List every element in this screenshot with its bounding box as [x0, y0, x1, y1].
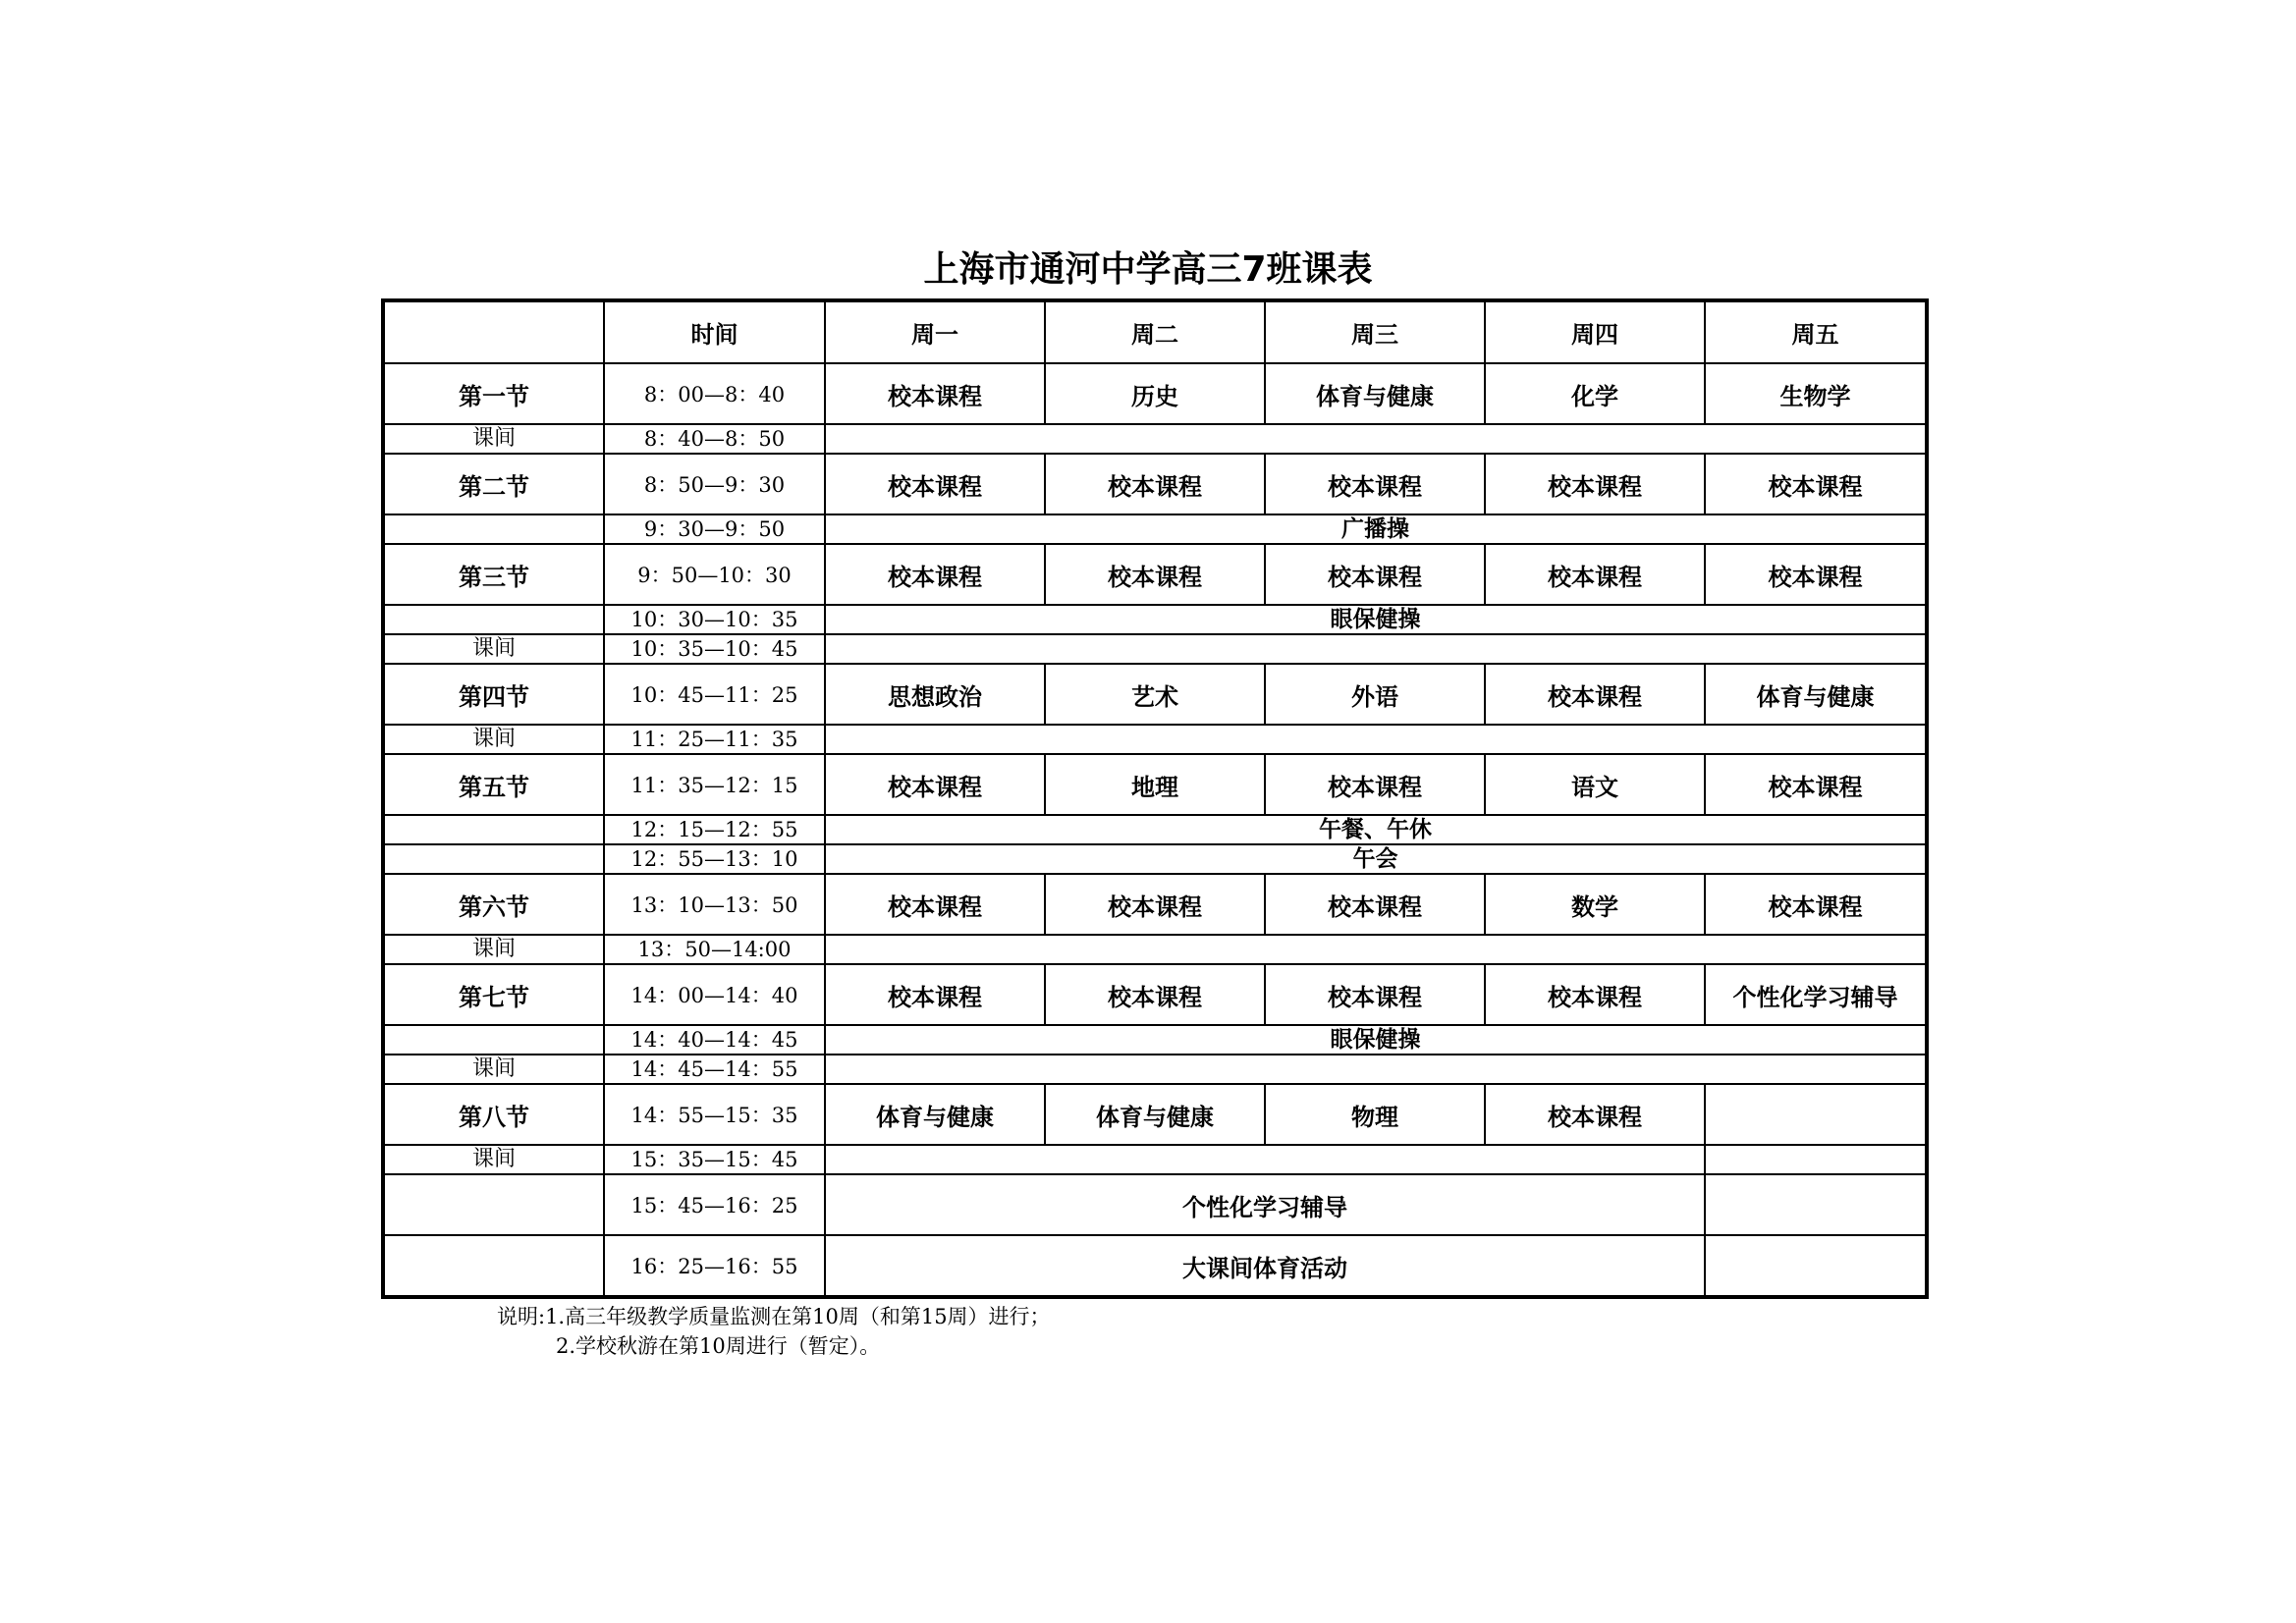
timetable-body — [383, 300, 1927, 1297]
period-label: 第三节 — [383, 544, 604, 605]
break-row — [383, 844, 1927, 874]
class-cell-mon: 校本课程 — [825, 754, 1045, 815]
class-cell-fri: 个性化学习辅导 — [1705, 964, 1927, 1025]
class-cell-tue: 校本课程 — [1045, 544, 1265, 605]
header-day-fri: 周五 — [1705, 300, 1927, 363]
break-label: 课间 — [383, 634, 604, 664]
activity-cell: 大课间体育活动 — [825, 1235, 1705, 1297]
activity-fri-cell — [1705, 1235, 1927, 1297]
time-cell: 14：00—14：40 — [604, 964, 825, 1025]
header-time: 时间 — [604, 300, 825, 363]
break-activity — [825, 424, 1927, 454]
break-row — [383, 1025, 1927, 1055]
class-cell-thu: 校本课程 — [1485, 964, 1705, 1025]
class-cell-thu: 数学 — [1485, 874, 1705, 935]
class-cell-mon: 思想政治 — [825, 664, 1045, 725]
break-row — [383, 424, 1927, 454]
break-activity: 眼保健操 — [825, 1025, 1927, 1055]
period-row — [383, 363, 1927, 424]
break-row — [383, 605, 1927, 634]
break-activity — [825, 634, 1927, 664]
time-cell: 10：45—11：25 — [604, 664, 825, 725]
period-row — [383, 664, 1927, 725]
time-cell: 11：35—12：15 — [604, 754, 825, 815]
time-cell: 15：35—15：45 — [604, 1145, 825, 1174]
class-cell-fri: 校本课程 — [1705, 754, 1927, 815]
break-activity — [825, 1055, 1927, 1084]
time-cell: 16：25—16：55 — [604, 1235, 825, 1297]
break-label: 课间 — [383, 725, 604, 754]
class-cell-wed: 物理 — [1265, 1084, 1485, 1145]
class-cell-fri: 校本课程 — [1705, 454, 1927, 514]
header-day-tue: 周二 — [1045, 300, 1265, 363]
class-cell-wed: 校本课程 — [1265, 454, 1485, 514]
activity-row — [383, 1235, 1927, 1297]
class-cell-mon: 校本课程 — [825, 964, 1045, 1025]
break-row — [383, 725, 1927, 754]
break-row — [383, 935, 1927, 964]
break-activity — [825, 725, 1927, 754]
time-cell: 8：00—8：40 — [604, 363, 825, 424]
class-cell-tue: 校本课程 — [1045, 964, 1265, 1025]
time-cell: 9：50—10：30 — [604, 544, 825, 605]
class-cell-tue: 体育与健康 — [1045, 1084, 1265, 1145]
class-cell-fri: 校本课程 — [1705, 544, 1927, 605]
header-row — [383, 300, 1927, 363]
class-cell-tue: 校本课程 — [1045, 454, 1265, 514]
period-label: 第一节 — [383, 363, 604, 424]
class-cell-wed: 校本课程 — [1265, 754, 1485, 815]
class-cell-thu: 校本课程 — [1485, 664, 1705, 725]
time-cell: 14：55—15：35 — [604, 1084, 825, 1145]
break-label — [383, 605, 604, 634]
class-cell-fri: 校本课程 — [1705, 874, 1927, 935]
activity-row — [383, 1174, 1927, 1235]
break-label: 课间 — [383, 424, 604, 454]
activity-fri-cell — [1705, 1174, 1927, 1235]
break-activity: 午餐、午休 — [825, 815, 1927, 844]
class-cell-thu: 校本课程 — [1485, 1084, 1705, 1145]
class-cell-mon: 校本课程 — [825, 363, 1045, 424]
break-row — [383, 634, 1927, 664]
time-cell: 13：50—14:00 — [604, 935, 825, 964]
class-cell-wed: 校本课程 — [1265, 874, 1485, 935]
period-row — [383, 454, 1927, 514]
time-cell: 9：30—9：50 — [604, 514, 825, 544]
class-cell-mon: 校本课程 — [825, 874, 1045, 935]
class-cell-tue: 地理 — [1045, 754, 1265, 815]
time-cell: 14：45—14：55 — [604, 1055, 825, 1084]
period-label: 第七节 — [383, 964, 604, 1025]
time-cell: 10：30—10：35 — [604, 605, 825, 634]
class-cell-thu: 化学 — [1485, 363, 1705, 424]
period-row — [383, 964, 1927, 1025]
class-cell-fri — [1705, 1084, 1927, 1145]
period-label: 第五节 — [383, 754, 604, 815]
time-cell: 13：10—13：50 — [604, 874, 825, 935]
period-row — [383, 1084, 1927, 1145]
activity-cell: 个性化学习辅导 — [825, 1174, 1705, 1235]
break-activity — [825, 935, 1927, 964]
break-activity — [825, 1145, 1705, 1174]
break-label — [383, 815, 604, 844]
class-cell-tue: 校本课程 — [1045, 874, 1265, 935]
time-cell: 15：45—16：25 — [604, 1174, 825, 1235]
break-row — [383, 1055, 1927, 1084]
period-row — [383, 754, 1927, 815]
time-cell: 12：15—12：55 — [604, 815, 825, 844]
class-cell-fri: 生物学 — [1705, 363, 1927, 424]
time-cell: 8：40—8：50 — [604, 424, 825, 454]
break-activity: 午会 — [825, 844, 1927, 874]
class-cell-wed: 校本课程 — [1265, 964, 1485, 1025]
class-cell-mon: 校本课程 — [825, 454, 1045, 514]
break-label — [383, 844, 604, 874]
break-label: 课间 — [383, 1145, 604, 1174]
class-cell-thu: 校本课程 — [1485, 544, 1705, 605]
note-1: 说明:1.高三年级教学质量监测在第10周（和第15周）进行； — [497, 1305, 1051, 1328]
class-cell-wed: 体育与健康 — [1265, 363, 1485, 424]
class-cell-tue: 艺术 — [1045, 664, 1265, 725]
break-row — [383, 1145, 1927, 1174]
period-label: 第四节 — [383, 664, 604, 725]
time-cell: 11：25—11：35 — [604, 725, 825, 754]
time-cell: 8：50—9：30 — [604, 454, 825, 514]
header-day-thu: 周四 — [1485, 300, 1705, 363]
class-cell-wed: 校本课程 — [1265, 544, 1485, 605]
time-cell: 12：55—13：10 — [604, 844, 825, 874]
break-label — [383, 1025, 604, 1055]
break-label — [383, 514, 604, 544]
class-cell-fri: 体育与健康 — [1705, 664, 1927, 725]
note-2: 2.学校秋游在第10周进行（暂定）。 — [556, 1334, 881, 1358]
period-row — [383, 874, 1927, 935]
activity-label — [383, 1235, 604, 1297]
period-label: 第二节 — [383, 454, 604, 514]
break-row — [383, 815, 1927, 844]
break-activity: 广播操 — [825, 514, 1927, 544]
class-cell-thu: 校本课程 — [1485, 454, 1705, 514]
time-cell: 14：40—14：45 — [604, 1025, 825, 1055]
page-title: 上海市通河中学高三7班课表 — [923, 249, 1373, 290]
break-label: 课间 — [383, 1055, 604, 1084]
class-cell-thu: 语文 — [1485, 754, 1705, 815]
class-cell-tue: 历史 — [1045, 363, 1265, 424]
header-corner — [383, 300, 604, 363]
period-row — [383, 544, 1927, 605]
header-day-wed: 周三 — [1265, 300, 1485, 363]
class-cell-mon: 体育与健康 — [825, 1084, 1045, 1145]
activity-label — [383, 1174, 604, 1235]
header-day-mon: 周一 — [825, 300, 1045, 363]
period-label: 第六节 — [383, 874, 604, 935]
class-cell-wed: 外语 — [1265, 664, 1485, 725]
period-label: 第八节 — [383, 1084, 604, 1145]
class-cell-mon: 校本课程 — [825, 544, 1045, 605]
break-fri-cell — [1705, 1145, 1927, 1174]
timetable — [381, 298, 1929, 1299]
break-label: 课间 — [383, 935, 604, 964]
break-row — [383, 514, 1927, 544]
break-activity: 眼保健操 — [825, 605, 1927, 634]
time-cell: 10：35—10：45 — [604, 634, 825, 664]
